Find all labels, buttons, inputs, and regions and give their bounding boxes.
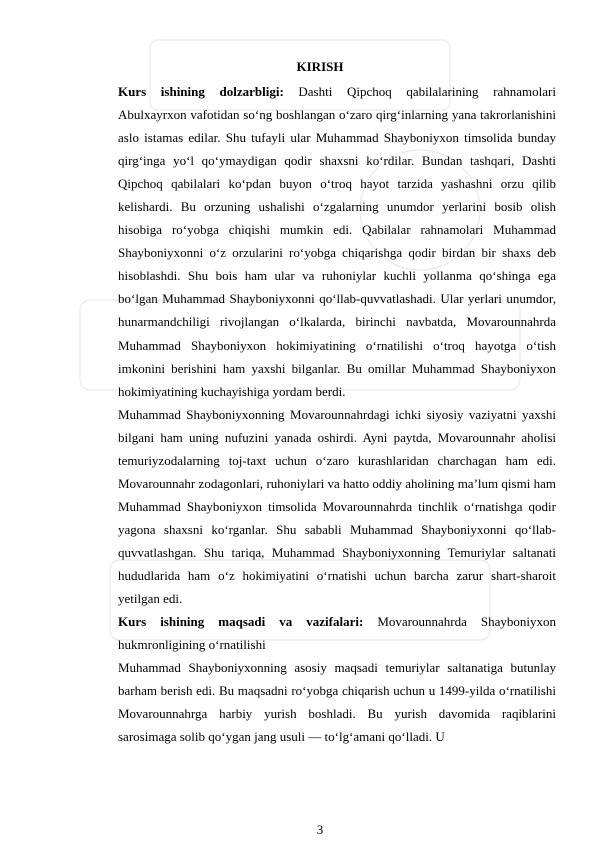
page-title: KIRISH (296, 59, 344, 74)
paragraph-text: Muhammad Shayboniyxonning asosiy maqsadi temuriylar saltanatiga butunlay barham berish edi. Bu maqsadni ro‘yobga chiqarish uchun u 1499-yilda o‘rnatilishi Movarounnahrga harbiy yurish boshladi. Bu yurish davomida raqiblarini sarosimaga solib qo‘ygan jang usuli — to‘lg‘amani qo‘lladi. U (118, 660, 556, 745)
paragraph-text: Muhammad Shayboniyxonning Movarounnahrdagi ichki siyosiy vaziyatni yaxshi bilgani ham uning nufuzini yanada oshirdi. Ayni paytda, Movarounnahr aholisi temuriyzodalarning toj-taxt uchun o‘zaro kurashlaridan charchagan ham edi. Movarounnahr zodagonlari, ruhoniylari va hatto oddiy aholining ma’lum qismi ham Muhammad Shayboniyxon timsolida Movarounnahrda tinchlik o‘rnatishga qodir yagona shaxsni ko‘rganlar. Shu sababli Muhammad Shayboniyxonni qo‘llab-quvvatlashgan. Shu tariqa, Muhammad Shayboniyxonning Temuriylar saltanati hududlarida ham o‘z hokimiyatini o‘rnatishi uchun barcha zarur shart-sharoit yetilgan edi. (118, 406, 556, 607)
page-number: 3 (316, 822, 324, 837)
paragraph-main-goal (118, 656, 556, 748)
paragraph-text: Dashti Qipchoq qabilalarining rahnamolari Abulxayrxon vafotidan so‘ng boshlangan o‘zaro qirg‘inlarning yana takrorlanishini aslo istamas edilar. Shu tufayli ular Muhammad Shayboniyxon timsolida bunday qirg‘inga yo‘l qo‘ymaydigan qodir shaxsni ko‘rdilar. Bundan tashqari, Dashti Qipchoq qabilalari ko‘pdan buyon o‘troq hayot tarzida yashashni orzu qilib kelishardi. Bu orzuning ushalishi o‘zgalarning unumdor yerlarini bosib olish hisobiga ro‘yobga chiqishi mumkin edi. Qabilalar rahnamolari Muhammad Shayboniyxonni o‘z orzularini ro‘yobga chiqarishga qodir birdan bir shaxs deb hisoblashdi. Shu bois ham ular va ruhoniylar kuchli yollanma qo‘shinga ega bo‘lgan Muhammad Shayboniyxonni qo‘llab-quvvatlashadi. Ular yerlari unumdor, hunarmandchiligi rivojlangan o‘lkalarda, birinchi navbatda, Movarounnahrda Muhammad Shayboniyxon hokimiyatining o‘rnatilishi o‘troq hayotga o‘tish imkonini berishini ham yaxshi bilganlar. Bu omillar Muhammad Shayboniyxon hokimiyatining kuchayishiga yordam berdi. (118, 84, 556, 399)
paragraph-relevance (118, 80, 556, 403)
paragraph-political-situation (118, 403, 556, 610)
document-body (118, 80, 556, 748)
paragraph-goals (118, 610, 556, 656)
paragraph-text: Movarounnahrda Shayboniyxon hukmronligining o‘rnatilishi (118, 614, 557, 653)
paragraph-lead: Kurs ishining dolzarbligi: (118, 84, 284, 99)
paragraph-lead: Kurs ishining maqsadi va vazifalari: (118, 614, 364, 630)
